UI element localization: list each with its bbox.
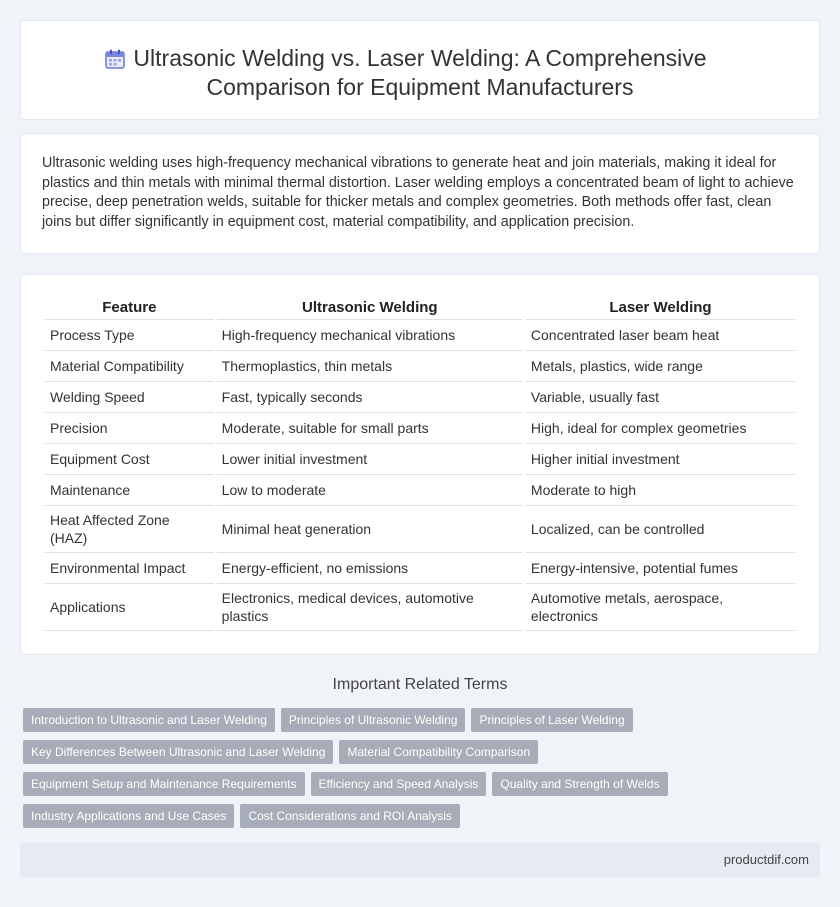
table-cell: Material Compatibility — [45, 351, 214, 382]
related-term-tag[interactable]: Introduction to Ultrasonic and Laser Welding — [23, 708, 275, 732]
table-row — [45, 584, 795, 631]
table-cell: High-frequency mechanical vibrations — [217, 320, 523, 351]
footer-site-link[interactable]: productdif.com — [723, 852, 809, 867]
table-cell: Concentrated laser beam heat — [526, 320, 795, 351]
table-row — [45, 475, 795, 506]
related-term-tag[interactable]: Principles of Ultrasonic Welding — [281, 708, 466, 732]
table-cell: Variable, usually fast — [526, 382, 795, 413]
comparison-table — [42, 295, 798, 631]
table-cell: Thermoplastics, thin metals — [217, 351, 523, 382]
table-row — [45, 351, 795, 382]
table-cell: Energy-efficient, no emissions — [217, 553, 523, 584]
table-cell: Welding Speed — [45, 382, 214, 413]
page-title: Ultrasonic Welding vs. Laser Welding: A Comprehensive Comparison for Equipment Manufacturers — [133, 45, 707, 100]
table-row — [45, 553, 795, 584]
related-term-tag[interactable]: Principles of Laser Welding — [471, 708, 632, 732]
related-term-tag[interactable]: Material Compatibility Comparison — [339, 740, 538, 764]
table-cell: Heat Affected Zone (HAZ) — [45, 506, 214, 553]
table-cell: High, ideal for complex geometries — [526, 413, 795, 444]
table-cell: Metals, plastics, wide range — [526, 351, 795, 382]
table-cell: Applications — [45, 584, 214, 631]
table-row — [45, 320, 795, 351]
table-row — [45, 413, 795, 444]
table-cell: Maintenance — [45, 475, 214, 506]
table-cell: Precision — [45, 413, 214, 444]
table-row — [45, 444, 795, 475]
related-term-tag[interactable]: Quality and Strength of Welds — [492, 772, 667, 796]
comparison-card — [20, 274, 820, 655]
table-cell: Higher initial investment — [526, 444, 795, 475]
table-row — [45, 506, 795, 553]
table-cell: Equipment Cost — [45, 444, 214, 475]
related-terms-list — [23, 708, 823, 836]
column-header: Laser Welding — [526, 295, 795, 320]
table-cell: Environmental Impact — [45, 553, 214, 584]
table-cell: Fast, typically seconds — [217, 382, 523, 413]
table-cell: Moderate to high — [526, 475, 795, 506]
table-cell: Energy-intensive, potential fumes — [526, 553, 795, 584]
table-header-row — [45, 295, 795, 320]
table-cell: Process Type — [45, 320, 214, 351]
intro-paragraph: Ultrasonic welding uses high-frequency mechanical vibrations to generate heat and join materials, making it ideal for plastics and thin metals with minimal thermal distortion. Laser welding employs a concentrated beam of light to achieve precise, deep penetration welds, suitable for thicker metals and complex geometries. Both methods offer fast, clean joins but differ significantly in equipment cost, material compatibility, and application precision. — [42, 155, 794, 230]
table-cell: Low to moderate — [217, 475, 523, 506]
intro-card — [20, 133, 820, 254]
related-term-tag[interactable]: Key Differences Between Ultrasonic and Laser Welding — [23, 740, 333, 764]
footer — [20, 843, 820, 877]
related-term-tag[interactable]: Equipment Setup and Maintenance Requirements — [23, 772, 305, 796]
title-card — [20, 20, 820, 120]
table-cell: Minimal heat generation — [217, 506, 523, 553]
related-terms-heading: Important Related Terms — [332, 676, 508, 693]
table-cell: Automotive metals, aerospace, electronics — [526, 584, 795, 631]
table-cell: Electronics, medical devices, automotive plastics — [217, 584, 523, 631]
related-term-tag[interactable]: Efficiency and Speed Analysis — [311, 772, 487, 796]
table-cell: Moderate, suitable for small parts — [217, 413, 523, 444]
column-header: Feature — [45, 295, 214, 320]
table-cell: Localized, can be controlled — [526, 506, 795, 553]
table-row — [45, 382, 795, 413]
related-term-tag[interactable]: Cost Considerations and ROI Analysis — [240, 804, 459, 828]
related-term-tag[interactable]: Industry Applications and Use Cases — [23, 804, 234, 828]
table-cell: Lower initial investment — [217, 444, 523, 475]
column-header: Ultrasonic Welding — [217, 295, 523, 320]
